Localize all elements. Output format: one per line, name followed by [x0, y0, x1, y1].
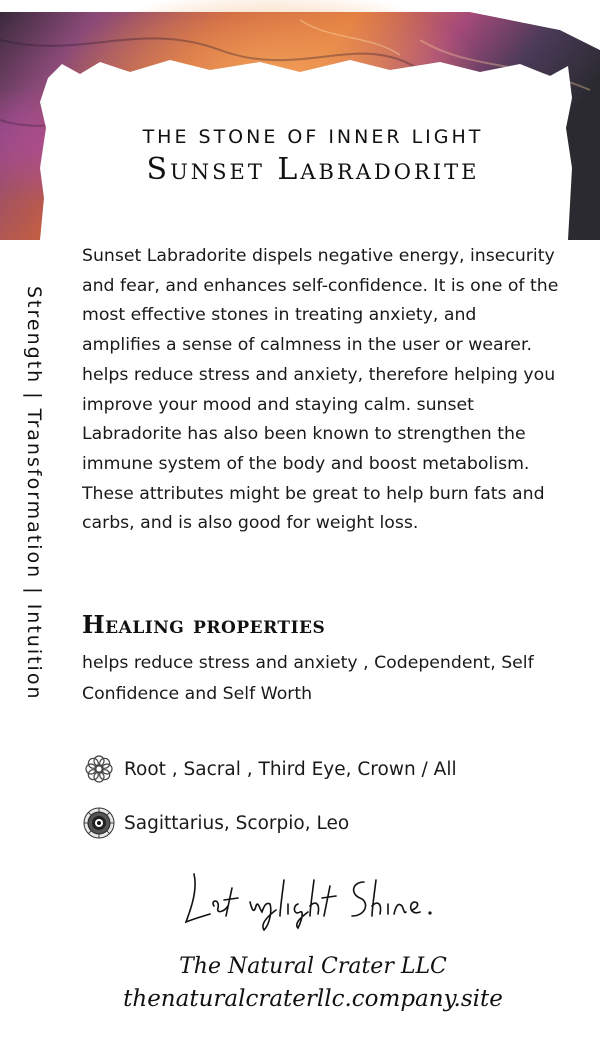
chakra-text: Root , Sacral , Third Eye, Crown / All [124, 758, 457, 780]
subtitle: THE STONE OF INNER LIGHT [142, 126, 484, 148]
healing-text: helps reduce stress and anxiety , Codependent, Self Confidence and Self Worth [82, 653, 534, 704]
chakra-flower-icon [82, 752, 116, 786]
chakra-row [82, 752, 457, 786]
healing-heading: Healing properties [82, 610, 326, 639]
signature-script [180, 866, 440, 936]
description-paragraph: Sunset Labradorite dispels negative energy, insecurity and fear, and enhances self-confidence. It is one of the most effective stones in treating anxiety, and amplifies a sense of calmness in the user or wearer. helps reduce stress and anxiety, therefore helping you improve your mood and staying calm. sunset Labradorite has also been known to strengthen the immune system of the body and boost metabolism. These attributes might be great to help burn fats and carbs, and is also good for weight loss. [82, 246, 559, 534]
page-title: Sunset Labradorite [146, 152, 480, 187]
title-card [40, 58, 572, 240]
zodiac-row [82, 806, 349, 840]
signature-text [440, 866, 441, 867]
zodiac-wheel-icon [82, 806, 116, 840]
website-link[interactable]: thenaturalcraterllc.company.site [123, 986, 503, 1012]
side-keywords-text: Strength | Transformation | Intuition [23, 286, 45, 701]
zodiac-text: Sagittarius, Scorpio, Leo [124, 812, 350, 834]
side-keywords [23, 286, 53, 806]
company-name: The Natural Crater LLC [179, 954, 447, 979]
